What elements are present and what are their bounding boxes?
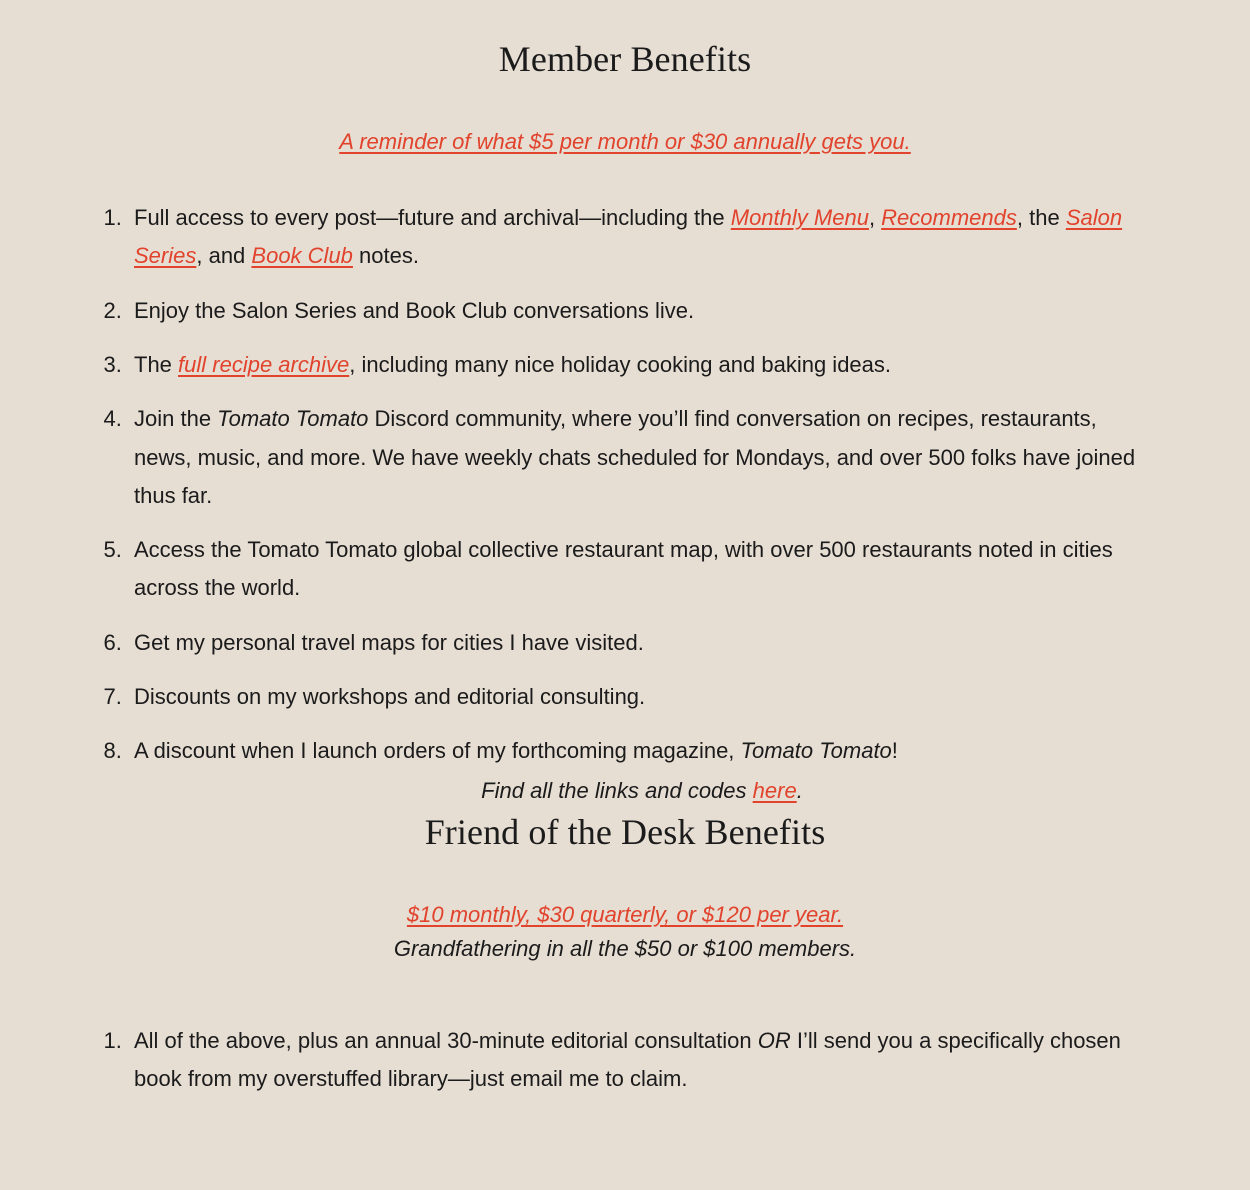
benefit-3-text-part-2: , including many nice holiday cooking and baking ideas. — [349, 351, 892, 377]
grandfather-note: Grandfathering in all the $50 or $100 members. — [393, 935, 857, 961]
benefit-1-text-part-5: notes. — [352, 243, 419, 269]
book-club-link[interactable]: Book Club — [251, 243, 353, 269]
benefit-3-text-part-1: The — [134, 351, 179, 377]
list-item — [128, 1022, 1150, 1099]
list-item — [128, 346, 1150, 384]
benefit-2-text: Enjoy the Salon Series and Book Club conversations live. — [134, 297, 695, 323]
list-item — [128, 732, 1150, 811]
benefit-1-text-part-3: , the — [1016, 205, 1066, 231]
list-item — [128, 624, 1150, 662]
list-item — [128, 199, 1150, 276]
list-item — [128, 678, 1150, 716]
list-item — [128, 400, 1150, 515]
friend-benefit-1-text-part-2: I’ll send you a specifically chosen book from my overstuffed library—just email me to claim. — [134, 1027, 1121, 1092]
benefit-8-text-part-1: A discount when I launch orders of my forthcoming magazine, — [134, 738, 741, 764]
benefit-8-emphasis: Tomato Tomato — [740, 738, 892, 764]
friend-benefits-subtitle — [0, 902, 1250, 962]
benefit-7-text: Discounts on my workshops and editorial consulting. — [134, 683, 646, 709]
page-title: Member Benefits — [498, 39, 752, 79]
friend-benefit-1-emphasis: OR — [757, 1027, 791, 1053]
benefit-5-text: Access the Tomato Tomato global collective restaurant map, with over 500 restaurants noted in cities across the world. — [134, 537, 1113, 601]
friend-benefits-list — [0, 1022, 1250, 1099]
friend-of-the-desk-title: Friend of the Desk Benefits — [424, 811, 826, 852]
salon-series-link[interactable]: Salon Series — [134, 205, 1123, 269]
list-item — [128, 531, 1150, 608]
recommends-link[interactable]: Recommends — [881, 205, 1017, 231]
full-recipe-archive-link[interactable]: full recipe archive — [178, 351, 350, 377]
member-benefits-subtitle — [0, 129, 1250, 155]
member-benefits-list — [0, 199, 1250, 810]
monthly-menu-link[interactable]: Monthly Menu — [730, 205, 869, 231]
friend-pricing-link[interactable]: $10 monthly, $30 quarterly, or $120 per year. — [406, 901, 844, 927]
benefit-1-text-part-2: , — [868, 205, 882, 231]
benefit-8-links-note — [134, 772, 1150, 810]
benefit-4-text-part-2: Discord community, where you’ll find conversation on recipes, restaurants, news, music, and more. We have weekly chats scheduled for Mondays, and over 500 folks have joined thus far. — [134, 406, 1136, 508]
benefit-4-text-part-1: Join the — [134, 406, 218, 432]
benefit-6-text: Get my personal travel maps for cities I have visited. — [134, 629, 644, 655]
list-item — [128, 292, 1150, 330]
benefit-1-text-part-1: Full access to every post—future and archival—including the — [134, 205, 731, 231]
benefit-1-text-part-4: , and — [196, 243, 252, 269]
benefit-4-emphasis: Tomato Tomato — [217, 406, 369, 432]
benefit-8-centered-part-2: . — [796, 778, 803, 804]
benefit-8-centered-part-1: Find all the links and codes — [481, 778, 753, 804]
membership-pricing-link[interactable]: A reminder of what $5 per month or $30 annually gets you. — [339, 129, 911, 155]
benefit-8-text-part-2: ! — [891, 738, 898, 764]
here-link[interactable]: here — [752, 778, 797, 804]
friend-benefit-1-text-part-1: All of the above, plus an annual 30-minute editorial consultation — [134, 1027, 758, 1053]
